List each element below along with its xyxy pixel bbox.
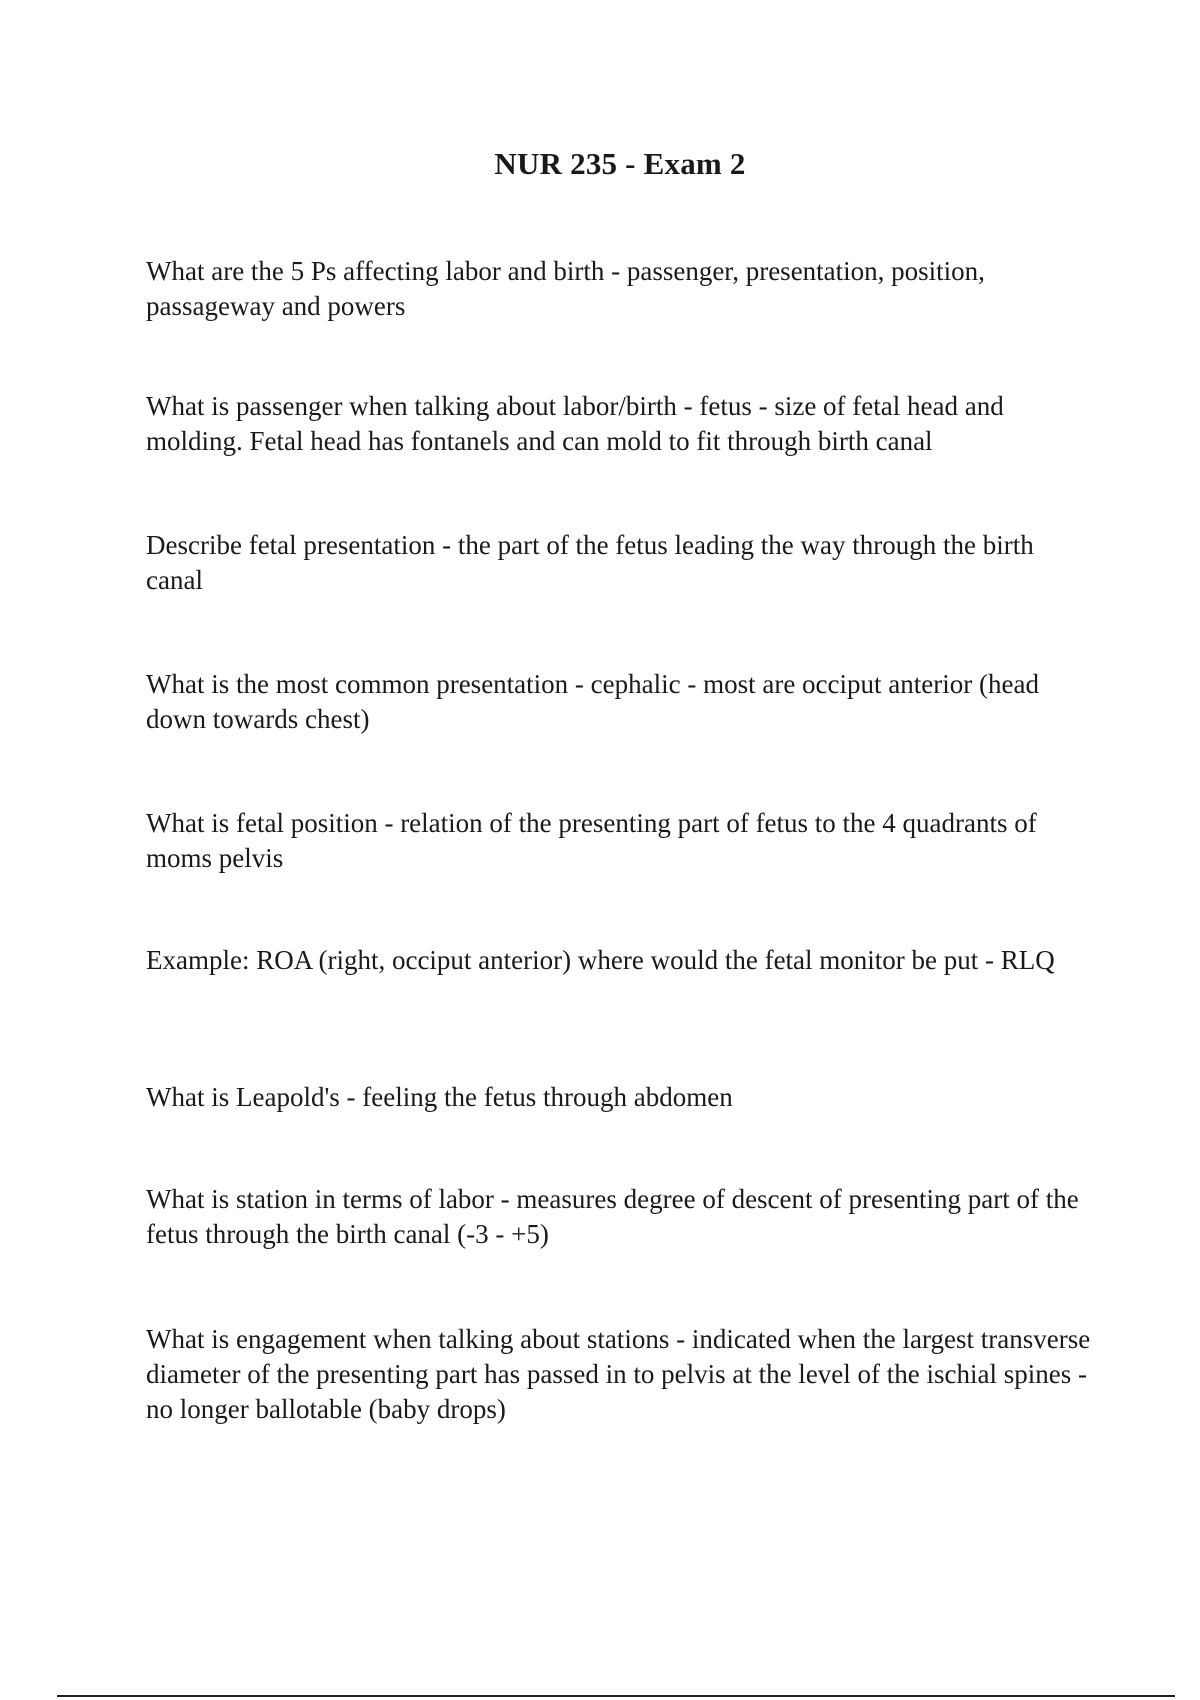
qa-item-9: What is engagement when talking about stations - indicated when the largest transverse diameter of the presenting part has passed in to pelvis at the level of the ischial spines - no longer ballotable (baby drops) [146, 1324, 1091, 1424]
qa-item-4: What is the most common presentation - cephalic - most are occiput anterior (head down towards chest) [146, 669, 1039, 734]
qa-item-6: Example: ROA (right, occiput anterior) where would the fetal monitor be put - RLQ [146, 945, 1055, 975]
qa-item-8: What is station in terms of labor - measures degree of descent of presenting part of the fetus through the birth canal (-3 - +5) [146, 1184, 1079, 1249]
bottom-divider [57, 1695, 1175, 1697]
qa-item-1: What are the 5 Ps affecting labor and birth - passenger, presentation, position, passageway and powers [146, 256, 985, 321]
qa-item-3: Describe fetal presentation - the part of the fetus leading the way through the birth canal [146, 530, 1034, 595]
document-title: NUR 235 - Exam 2 [494, 146, 746, 181]
qa-item-2: What is passenger when talking about labor/birth - fetus - size of fetal head and molding. Fetal head has fontanels and can mold to fit through birth canal [146, 391, 1004, 456]
qa-item-7: What is Leapold's - feeling the fetus through abdomen [146, 1082, 733, 1112]
qa-item-5: What is fetal position - relation of the presenting part of fetus to the 4 quadrants of moms pelvis [146, 808, 1037, 873]
